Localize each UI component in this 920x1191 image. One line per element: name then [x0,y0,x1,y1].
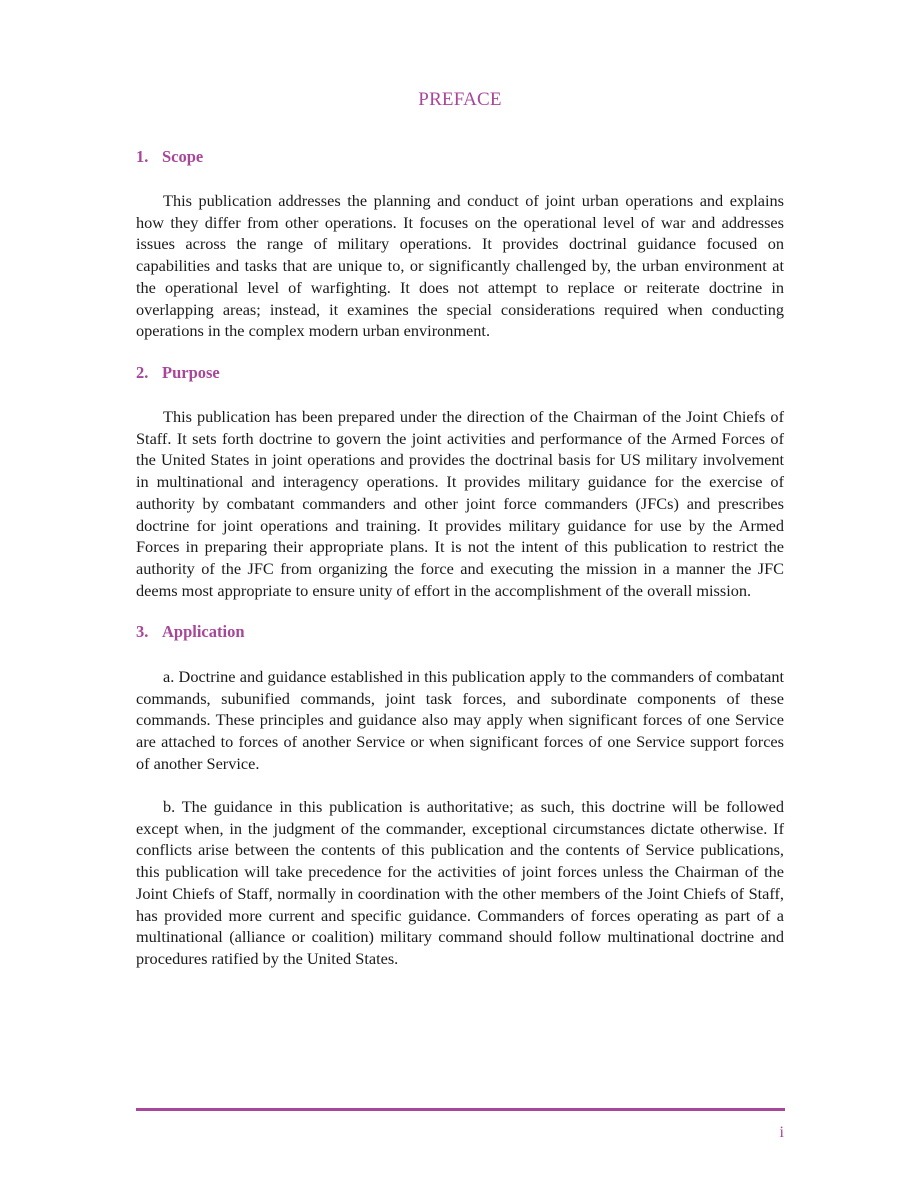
scope-paragraph: This publication addresses the planning and conduct of joint urban operations and explains how they differ from other operations. It focuses on the operational level of war and addresses issues across the range of military operations. It provides doctrinal guidance focused on capabilities and tasks that are unique to, or significantly challenged by, the urban environment at the operational level of warfighting. It does not attempt to replace or reiterate doctrine in overlapping areas; instead, it examines the special considerations required when conducting operations in the complex modern urban environment. [136,191,784,341]
section-title: Purpose [162,363,220,382]
page-number: i [779,1124,784,1141]
section-heading-purpose [136,363,220,383]
application-paragraph-a: a. Doctrine and guidance established in this publication apply to the commanders of combatant commands, subunified commands, joint task forces, and subordinate components of these commands. These principles and guidance also may apply when significant forces of one Service are attached to forces of another Service or when significant forces of one Service support forces of another Service. [136,667,784,773]
section-heading-scope [136,147,203,167]
section-title: Scope [162,147,204,166]
section-number: 1. [136,147,149,166]
section-heading-application [136,622,245,642]
application-paragraph-b: b. The guidance in this publication is authoritative; as such, this doctrine will be followed except when, in the judgment of the commander, exceptional circumstances dictate otherwise. If conflicts arise between the contents of this publication and the contents of Service publications, this publication will take precedence for the activities of joint forces unless the Chairman of the Joint Chiefs of Staff, normally in coordination with the other members of the Joint Chiefs of Staff, has provided more current and specific guidance. Commanders of forces operating as part of a multinational (alliance or coalition) military command should follow multinational doctrine and procedures ratified by the United States. [136,797,784,968]
section-number: 3. [136,622,149,641]
footer-rule [136,1108,785,1111]
page-title: PREFACE [418,89,502,110]
purpose-paragraph: This publication has been prepared under the direction of the Chairman of the Joint Chiefs of Staff. It sets forth doctrine to govern the joint activities and performance of the Armed Forces of the United States in joint operations and provides the doctrinal basis for US military involvement in multinational and interagency operations. It provides military guidance for the exercise of authority by combatant commanders and other joint force commanders (JFCs) and prescribes doctrine for joint operations and training. It provides military guidance for use by the Armed Forces in preparing their appropriate plans. It is not the intent of this publication to restrict the authority of the JFC from organizing the force and executing the mission in a manner the JFC deems most appropriate to ensure unity of effort in the accomplishment of the overall mission. [136,407,784,600]
section-title: Application [162,622,245,641]
section-number: 2. [136,363,149,382]
